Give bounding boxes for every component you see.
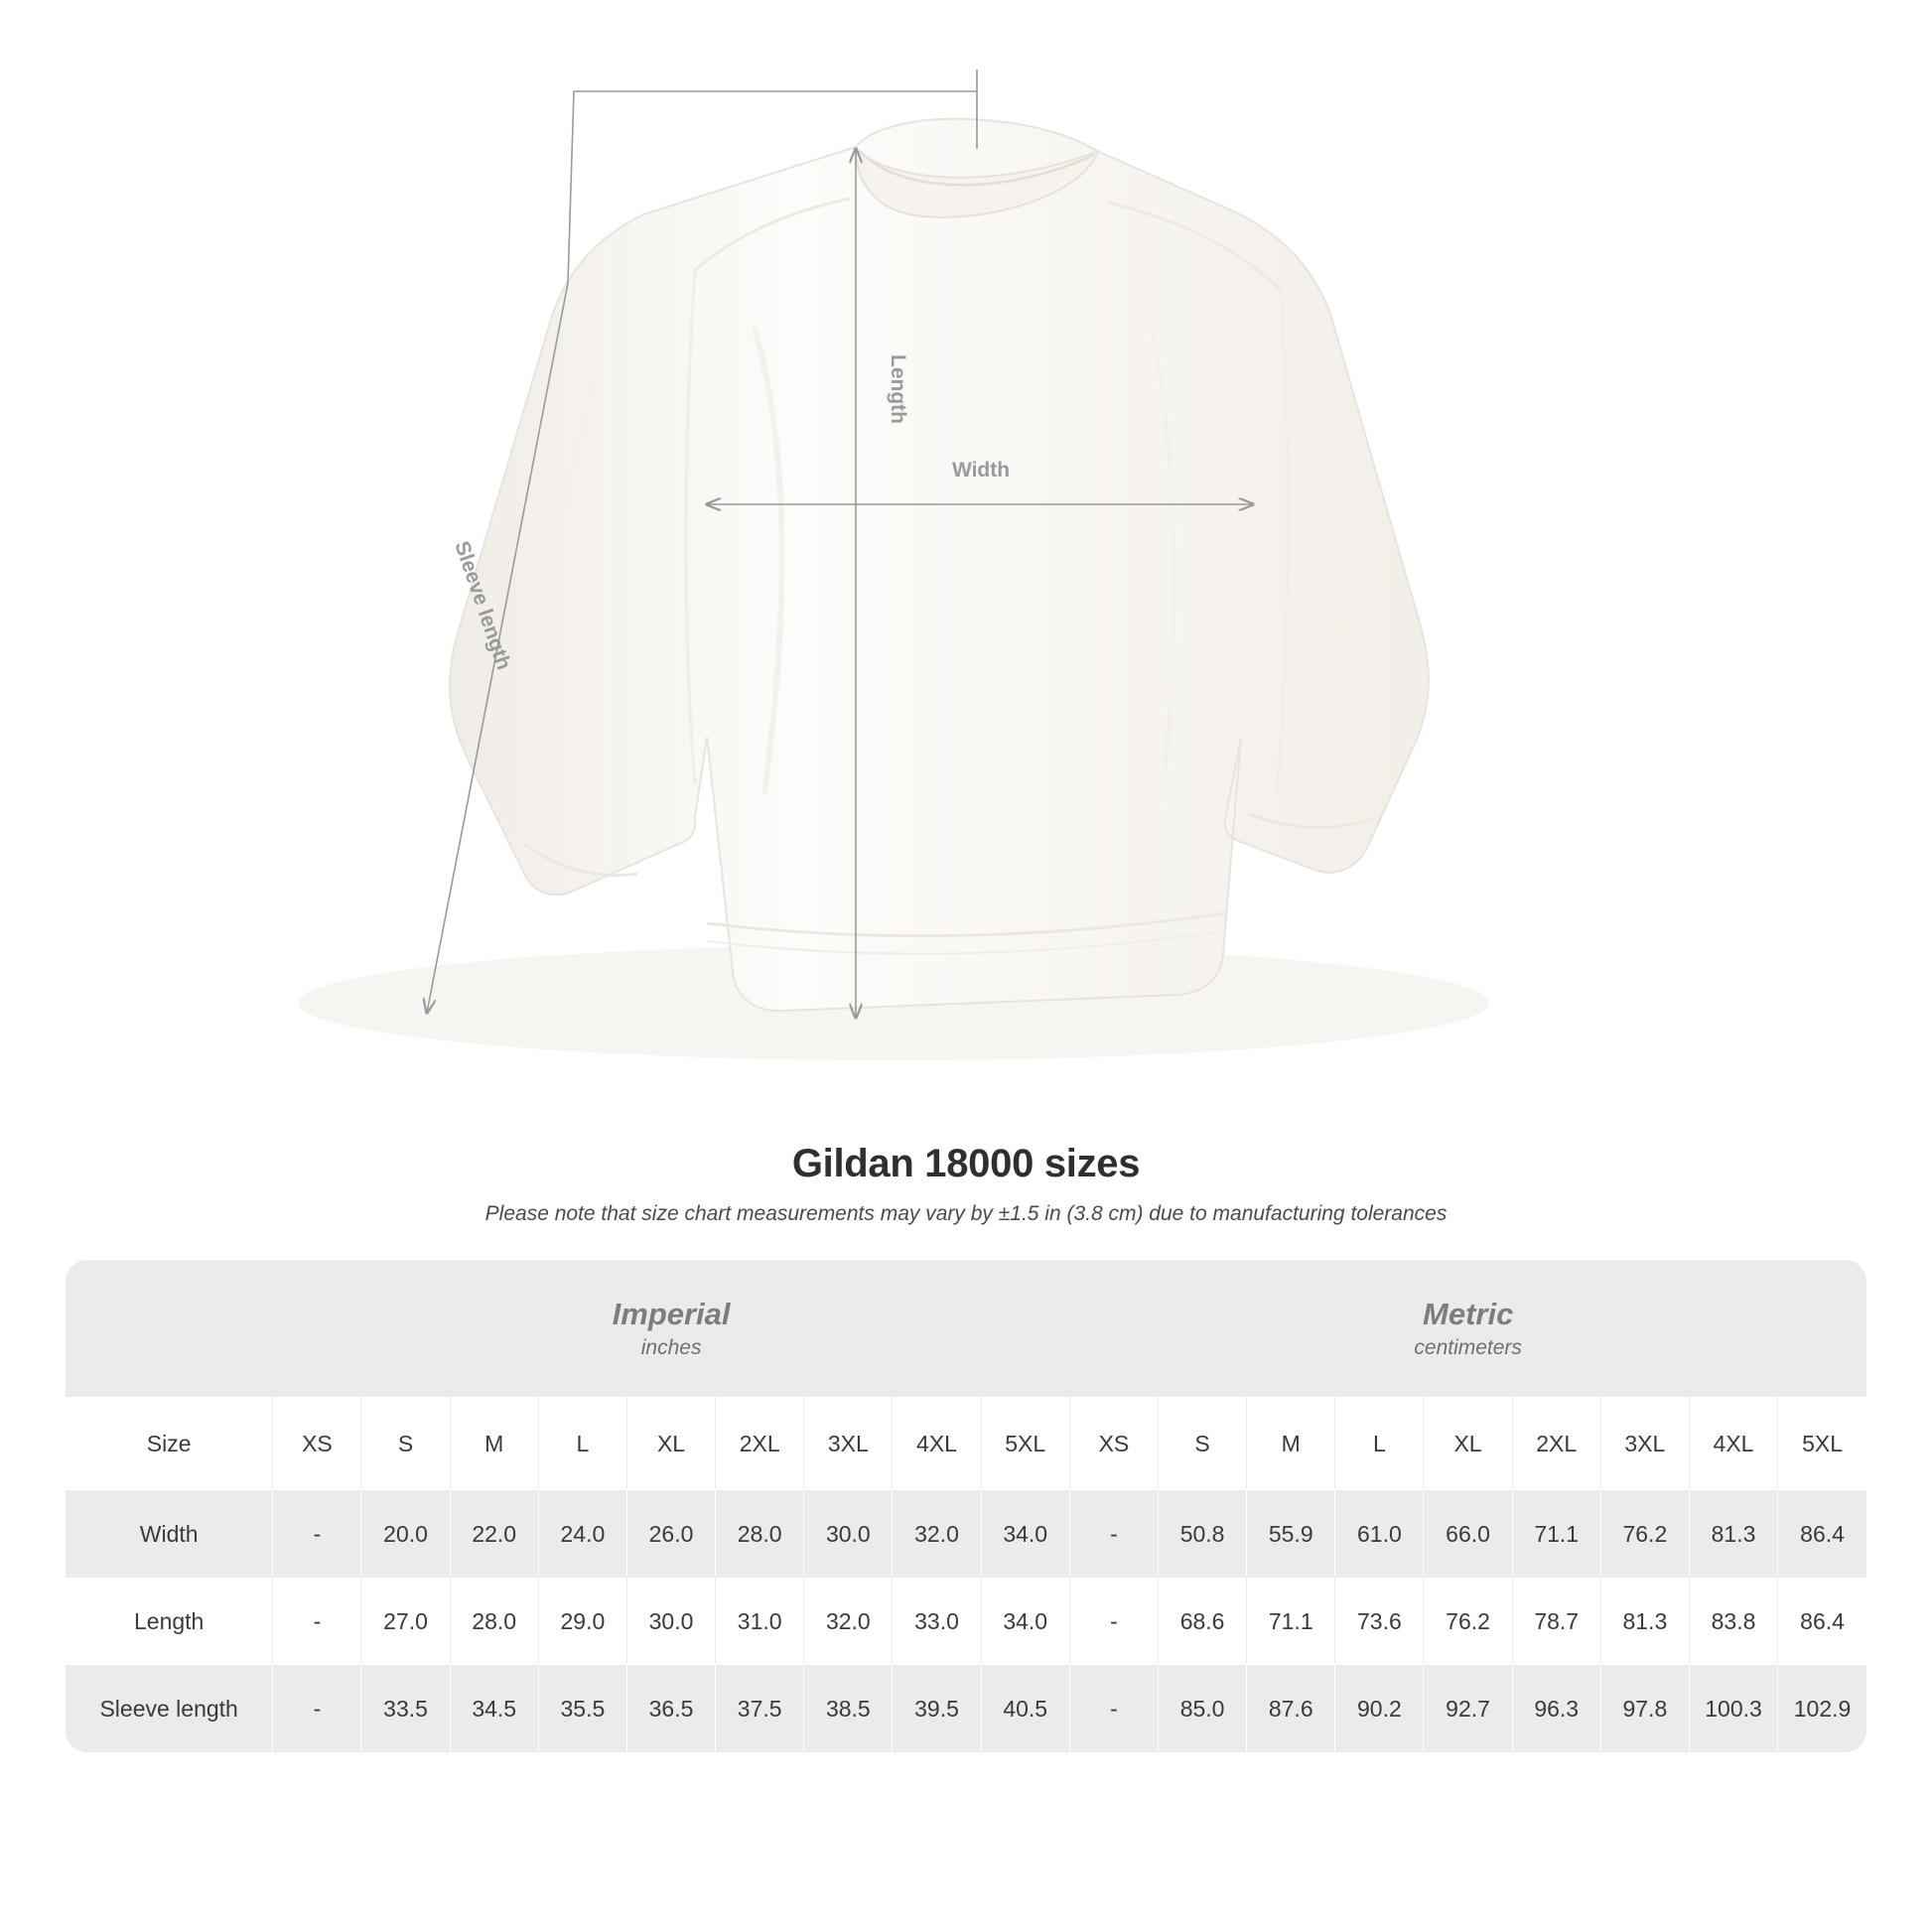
table-row (66, 1578, 1866, 1665)
cell-sleeve-imp-m: 34.5 (450, 1665, 538, 1752)
size-header-imperial-5xl: 5XL (981, 1397, 1069, 1490)
cell-sleeve-imp-xl: 36.5 (626, 1665, 715, 1752)
size-header-imperial-l: L (538, 1397, 626, 1490)
size-header-metric-s: S (1159, 1397, 1247, 1490)
cell-sleeve-met-s: 85.0 (1159, 1665, 1247, 1752)
size-header-imperial-3xl: 3XL (804, 1397, 893, 1490)
cell-sleeve-imp-5xl: 40.5 (981, 1665, 1069, 1752)
cell-length-met-xs: - (1069, 1578, 1158, 1665)
cell-sleeve-imp-l: 35.5 (538, 1665, 626, 1752)
row-label-sleeve-length: Sleeve length (66, 1665, 273, 1752)
cell-length-imp-s: 27.0 (361, 1578, 450, 1665)
cell-width-imp-m: 22.0 (450, 1490, 538, 1578)
size-header-metric-3xl: 3XL (1600, 1397, 1689, 1490)
size-header-metric-5xl: 5XL (1778, 1397, 1866, 1490)
cell-length-met-5xl: 86.4 (1778, 1578, 1866, 1665)
cell-width-met-m: 55.9 (1247, 1490, 1335, 1578)
size-header-imperial-m: M (450, 1397, 538, 1490)
cell-width-met-2xl: 71.1 (1512, 1490, 1600, 1578)
cell-length-imp-3xl: 32.0 (804, 1578, 893, 1665)
sweatshirt-shape (450, 119, 1429, 1011)
cell-width-imp-s: 20.0 (361, 1490, 450, 1578)
cell-length-met-4xl: 83.8 (1689, 1578, 1777, 1665)
cell-length-met-3xl: 81.3 (1600, 1578, 1689, 1665)
cell-width-met-3xl: 76.2 (1600, 1490, 1689, 1578)
cell-sleeve-met-3xl: 97.8 (1600, 1665, 1689, 1752)
size-header-metric-xs: XS (1069, 1397, 1158, 1490)
cell-sleeve-imp-s: 33.5 (361, 1665, 450, 1752)
row-label-length: Length (66, 1578, 273, 1665)
size-header-metric-m: M (1247, 1397, 1335, 1490)
cell-width-met-4xl: 81.3 (1689, 1490, 1777, 1578)
size-header-metric-2xl: 2XL (1512, 1397, 1600, 1490)
cell-length-imp-l: 29.0 (538, 1578, 626, 1665)
cell-sleeve-met-l: 90.2 (1335, 1665, 1424, 1752)
size-header-label: Size (66, 1397, 273, 1490)
unit-header-row (66, 1260, 1866, 1397)
row-label-width: Width (66, 1490, 273, 1578)
cell-length-met-s: 68.6 (1159, 1578, 1247, 1665)
cell-sleeve-imp-4xl: 39.5 (893, 1665, 981, 1752)
cell-length-met-l: 73.6 (1335, 1578, 1424, 1665)
cell-width-met-s: 50.8 (1159, 1490, 1247, 1578)
cell-length-imp-m: 28.0 (450, 1578, 538, 1665)
cell-length-imp-2xl: 31.0 (716, 1578, 804, 1665)
sleeve-length-label: Sleeve length (450, 538, 516, 673)
size-header-imperial-xl: XL (626, 1397, 715, 1490)
unit-name-metric: Metric (1423, 1297, 1514, 1332)
size-header-imperial-2xl: 2XL (716, 1397, 804, 1490)
cell-length-imp-xs: - (273, 1578, 361, 1665)
unit-header-imperial (273, 1260, 1070, 1397)
cell-length-met-2xl: 78.7 (1512, 1578, 1600, 1665)
unit-sub-metric: centimeters (1414, 1335, 1522, 1359)
cell-width-met-xs: - (1069, 1490, 1158, 1578)
cell-length-imp-5xl: 34.0 (981, 1578, 1069, 1665)
cell-sleeve-met-m: 87.6 (1247, 1665, 1335, 1752)
unit-header-spacer (66, 1260, 273, 1397)
unit-header-metric (1069, 1260, 1866, 1397)
size-header-imperial-s: S (361, 1397, 450, 1490)
cell-width-met-l: 61.0 (1335, 1490, 1424, 1578)
table-row (66, 1490, 1866, 1578)
table-row (66, 1665, 1866, 1752)
cell-width-met-5xl: 86.4 (1778, 1490, 1866, 1578)
size-table-wrapper (66, 1260, 1866, 1752)
unit-sub-imperial: inches (640, 1335, 702, 1359)
cell-width-imp-l: 24.0 (538, 1490, 626, 1578)
cell-sleeve-imp-2xl: 37.5 (716, 1665, 804, 1752)
cell-length-imp-xl: 30.0 (626, 1578, 715, 1665)
cell-width-imp-2xl: 28.0 (716, 1490, 804, 1578)
cell-width-imp-4xl: 32.0 (893, 1490, 981, 1578)
cell-width-met-xl: 66.0 (1424, 1490, 1512, 1578)
length-label: Length (887, 354, 909, 424)
cell-length-met-m: 71.1 (1247, 1578, 1335, 1665)
cell-sleeve-imp-xs: - (273, 1665, 361, 1752)
size-header-imperial-xs: XS (273, 1397, 361, 1490)
size-header-metric-4xl: 4XL (1689, 1397, 1777, 1490)
unit-name-imperial: Imperial (612, 1297, 731, 1332)
cell-sleeve-met-xs: - (1069, 1665, 1158, 1752)
cell-length-imp-4xl: 33.0 (893, 1578, 981, 1665)
size-header-metric-l: L (1335, 1397, 1424, 1490)
cell-width-imp-xs: - (273, 1490, 361, 1578)
tolerance-note: Please note that size chart measurements may vary by ±1.5 in (3.8 cm) due to manufacturing tolerances (484, 1202, 1448, 1225)
cell-width-imp-xl: 26.0 (626, 1490, 715, 1578)
cell-length-met-xl: 76.2 (1424, 1578, 1512, 1665)
page-title: Gildan 18000 sizes (791, 1142, 1141, 1185)
size-header-metric-xl: XL (1424, 1397, 1512, 1490)
cell-sleeve-met-2xl: 96.3 (1512, 1665, 1600, 1752)
cell-sleeve-met-5xl: 102.9 (1778, 1665, 1866, 1752)
size-header-imperial-4xl: 4XL (893, 1397, 981, 1490)
width-label: Width (951, 459, 1011, 482)
title-block (0, 1142, 1932, 1226)
cell-width-imp-5xl: 34.0 (981, 1490, 1069, 1578)
size-table (66, 1260, 1866, 1752)
cell-width-imp-3xl: 30.0 (804, 1490, 893, 1578)
cell-sleeve-imp-3xl: 38.5 (804, 1665, 893, 1752)
size-header-row (66, 1397, 1866, 1490)
cell-sleeve-met-4xl: 100.3 (1689, 1665, 1777, 1752)
cell-sleeve-met-xl: 92.7 (1424, 1665, 1512, 1752)
